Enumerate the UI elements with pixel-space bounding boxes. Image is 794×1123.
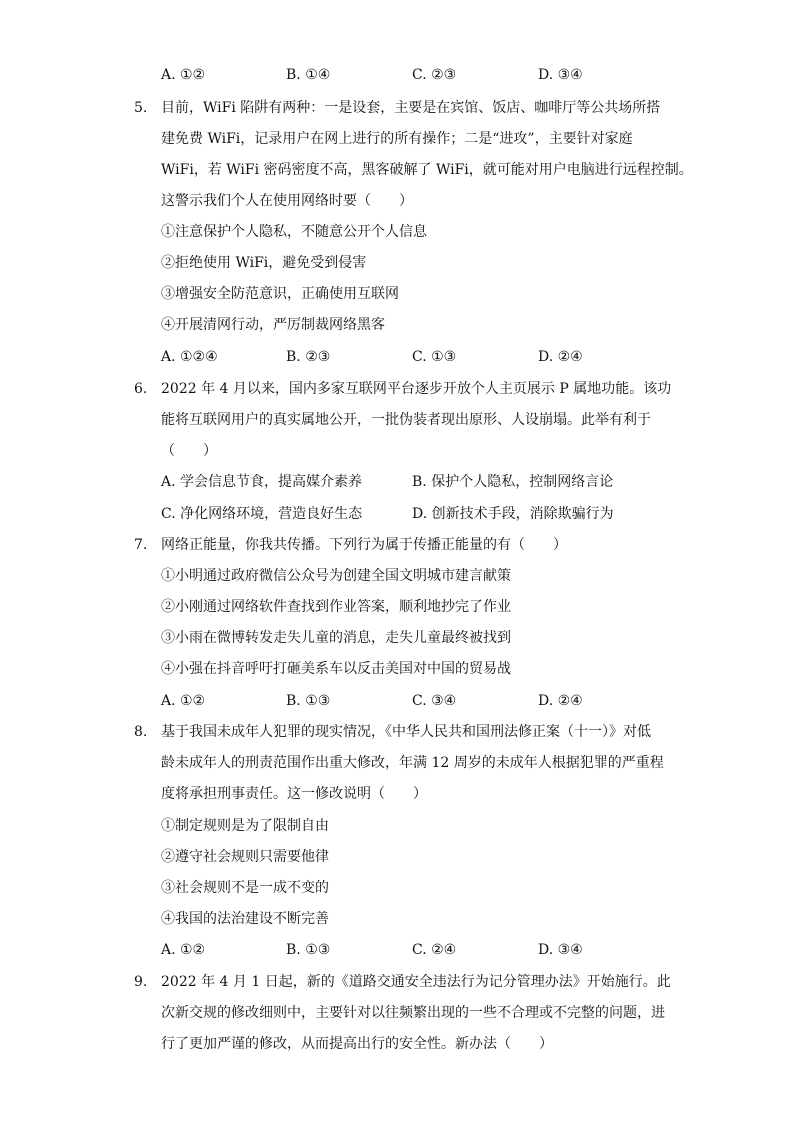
q5-stem-line: 目前，WiFi 陷阱有两种：一是设套，主要是在宾馆、饭店、咖啡厅等公共场所搭 [161,100,661,116]
q8-statement: ①制定规则是为了限制自由 [161,818,329,834]
q7-stem-line: 网络正能量，你我共传播。下列行为属于传播正能量的有（ ） [161,537,567,553]
q8-stem-line: 基于我国未成年人犯罪的现实情况，《中华人民共和国刑法修正案（十一）》对低 [161,724,651,740]
q6-option-a[interactable]: A. 学会信息节食，提高媒介素养 [161,474,363,490]
q9-stem-line: 次新交规的修改细则中，主要针对以往频繁出现的一些不合理或不完整的问题，进 [161,1005,665,1021]
q6-option-c[interactable]: C. 净化网络环境，营造良好生态 [161,506,363,522]
q6-number: 6. [134,381,148,397]
q6-stem-line: （ ） [161,443,217,459]
q5-option-d[interactable]: D. ②④ [538,349,583,365]
q8-statement: ②遵守社会规则只需要他律 [161,849,329,865]
q8-stem-line: 龄未成年人的刑责范围作出重大修改，年满 12 周岁的未成年人根据犯罪的严重程 [161,755,664,771]
q7-statement: ①小明通过政府微信公众号为创建全国文明城市建言献策 [161,568,511,584]
q5-statement: ③增强安全防范意识，正确使用互联网 [161,286,399,302]
q8-stem-line: 度将承担刑事责任。这一修改说明（ ） [161,786,427,802]
q5-stem-line: 这警示我们个人在使用网络时要（ ） [161,193,413,209]
q4-option-b[interactable]: B. ①④ [286,67,331,83]
q7-option-c[interactable]: C. ③④ [412,693,457,709]
q5-stem-line: 建免费 WiFi，记录用户在网上进行的所有操作；二是“进攻”，主要针对家庭 [161,131,633,147]
q8-statement: ④我国的法治建设不断完善 [161,911,329,927]
q6-option-d[interactable]: D. 创新技术手段，消除欺骗行为 [412,506,614,522]
q4-option-c[interactable]: C. ②③ [412,67,457,83]
q7-statement: ④小强在抖音呼吁打砸美系车以反击美国对中国的贸易战 [161,661,511,677]
q7-option-b[interactable]: B. ①③ [286,693,331,709]
q5-option-c[interactable]: C. ①③ [412,349,457,365]
q6-option-b[interactable]: B. 保护个人隐私，控制网络言论 [412,474,614,490]
q7-statement: ②小刚通过网络软件查找到作业答案，顺利地抄完了作业 [161,599,511,615]
q5-statement: ④开展清网行动，严厉制裁网络黑客 [161,317,385,333]
q7-statement: ③小雨在微博转发走失儿童的消息，走失儿童最终被找到 [161,630,511,646]
q8-option-a[interactable]: A. ①② [161,942,206,958]
q9-stem-line: 2022 年 4 月 1 日起，新的《道路交通安全违法行为记分管理办法》开始施行。此 [161,974,671,990]
q5-option-a[interactable]: A. ①②④ [161,349,218,365]
q7-option-d[interactable]: D. ②④ [538,693,583,709]
q8-statement: ③社会规则不是一成不变的 [161,880,329,896]
q6-stem-line: 2022 年 4 月以来，国内多家互联网平台逐步开放个人主页展示 P 属地功能。该功 [161,381,672,397]
q8-option-d[interactable]: D. ③④ [538,942,583,958]
q9-stem-line: 行了更加严谨的修改，从而提高出行的安全性。新办法（ ） [161,1036,553,1052]
q5-statement: ②拒绝使用 WiFi，避免受到侵害 [161,255,367,271]
q4-option-a[interactable]: A. ①② [161,67,206,83]
q7-option-a[interactable]: A. ①② [161,693,206,709]
q5-statement: ①注意保护个人隐私，不随意公开个人信息 [161,224,427,240]
q8-option-c[interactable]: C. ②④ [412,942,457,958]
q5-number: 5. [134,100,148,116]
q8-option-b[interactable]: B. ①③ [286,942,331,958]
q5-stem-line: WiFi，若 WiFi 密码密度不高，黑客破解了 WiFi，就可能对用户电脑进行远程控制。 [161,162,693,178]
q8-number: 8. [134,724,148,740]
q4-option-d[interactable]: D. ③④ [538,67,583,83]
q6-stem-line: 能将互联网用户的真实属地公开，一批伪装者现出原形、人设崩塌。此举有利于 [161,412,651,428]
q5-option-b[interactable]: B. ②③ [286,349,331,365]
q9-number: 9. [134,974,148,990]
q7-number: 7. [134,537,148,553]
